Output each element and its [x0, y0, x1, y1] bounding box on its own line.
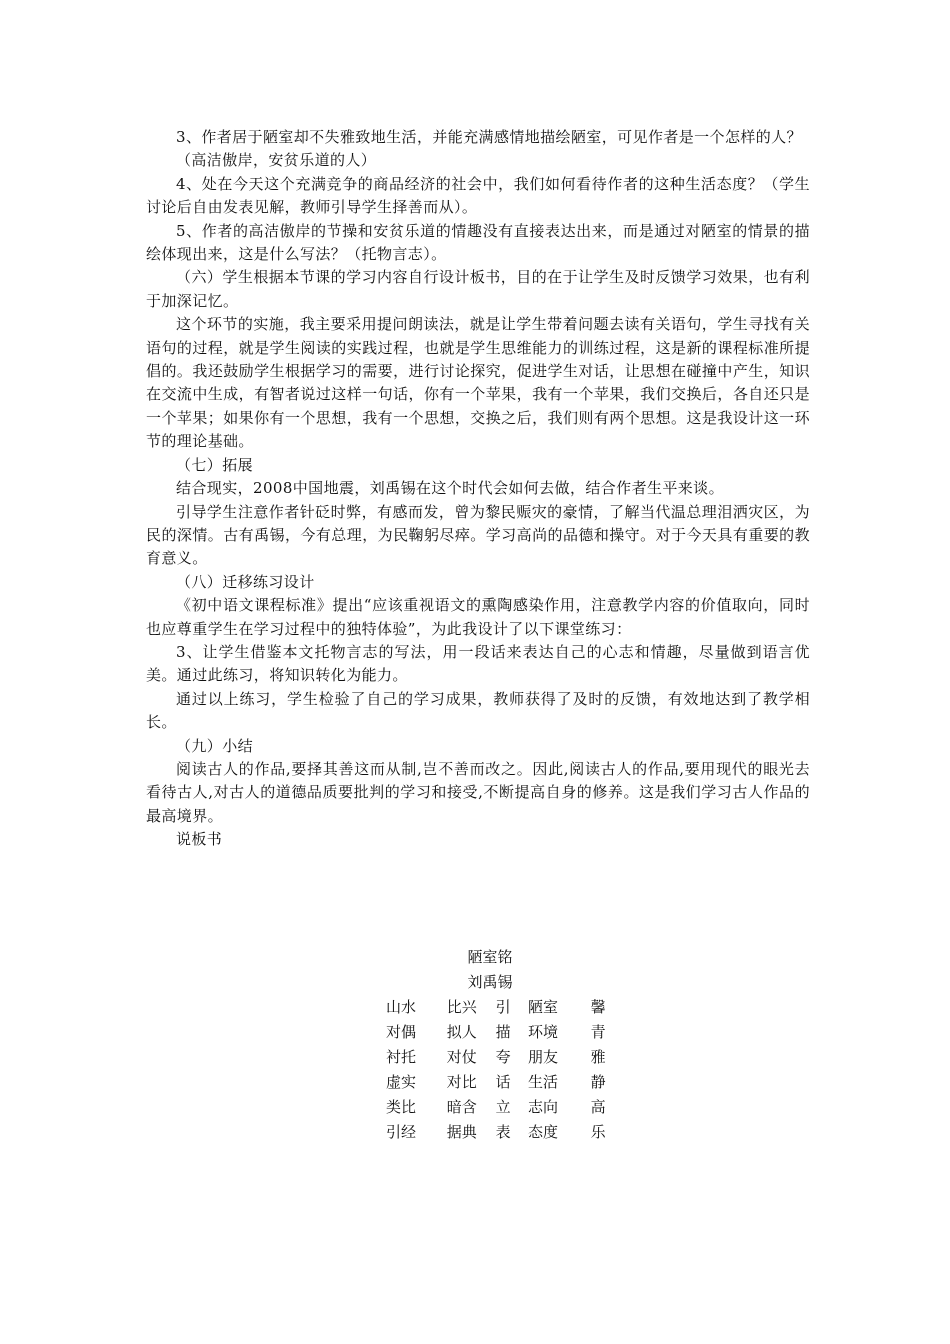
heading-section-7: （七）拓展 [176, 455, 254, 474]
board-cell: 对仗 [446, 1048, 477, 1066]
paragraph-q4: 4、处在今天这个充满竞争的商品经济的社会中，我们如何看待作者的这种生活态度？（学生讨论后自由发表见解，教师引导学生择善而从）。 [146, 174, 810, 217]
board-rows [380, 995, 620, 1145]
paragraph-q5: 5、作者的高洁傲岸的节操和安贫乐道的情趣没有直接表达出来，而是通过对陋室的情景的描绘体现出来，这是什么写法？（托物言志）。 [146, 221, 810, 264]
board-cell: 志向 [527, 1098, 558, 1116]
document-body [146, 126, 810, 852]
board-cell: 类比 [386, 1098, 417, 1116]
board-cell: 青 [590, 1023, 606, 1041]
board-cell: 表 [495, 1123, 511, 1141]
board-cell: 态度 [527, 1123, 558, 1141]
board-cell: 比兴 [446, 998, 477, 1016]
board-cell: 描 [495, 1023, 511, 1041]
board-cell: 据典 [446, 1123, 477, 1141]
paragraph-answer-3: （高洁傲岸，安贫乐道的人） [176, 151, 377, 170]
board-cell: 衬托 [386, 1048, 417, 1066]
board-cell: 暗含 [446, 1098, 477, 1116]
board-title: 陋室铭 [467, 948, 513, 966]
board-row [380, 1070, 620, 1095]
board-cell: 话 [495, 1073, 511, 1091]
board-cell: 生活 [527, 1073, 558, 1091]
board-cell: 高 [590, 1098, 606, 1116]
board-row [380, 1095, 620, 1120]
board-cell: 乐 [590, 1123, 606, 1141]
paragraph-conclusion: 阅读古人的作品,要择其善这而从制,岂不善而改之。因此,阅读古人的作品,要用现代的眼光去看待古人,对古人的道德品质要批判的学习和接受,不断提高自身的修养。这是我们学习古人作品的最高境界。 [146, 759, 810, 825]
board-cell: 山水 [386, 998, 417, 1016]
board-row [380, 1120, 620, 1145]
heading-section-8: （八）迁移练习设计 [176, 572, 315, 591]
board-cell: 静 [590, 1073, 606, 1091]
board-cell: 虚实 [386, 1073, 417, 1091]
paragraph-guide: 引导学生注意作者针砭时弊，有感而发，曾为黎民赈灾的豪情，了解当代温总理泪洒灾区，为民的深情。古有禹锡，今有总理，为民鞠躬尽瘁。学习高尚的品德和操守。对于今天具有重要的教育意义。 [146, 502, 810, 568]
paragraph-exercise-3: 3、让学生借鉴本文托物言志的写法，用一段话来表达自己的心志和情趣，尽量做到语言优美。通过此练习，将知识转化为能力。 [146, 642, 810, 685]
board-cell: 对比 [446, 1073, 477, 1091]
board-row [380, 995, 620, 1020]
board-cell: 陋室 [527, 998, 558, 1016]
board-cell: 环境 [527, 1023, 558, 1041]
board-cell: 拟人 [446, 1023, 477, 1041]
paragraph-reality: 结合现实，2008中国地震，刘禹锡在这个时代会如何去做，结合作者生平来谈。 [176, 479, 724, 498]
board-cell: 夸 [495, 1048, 511, 1066]
board-cell: 立 [495, 1098, 511, 1116]
paragraph-section-6: （六）学生根据本节课的学习内容自行设计板书，目的在于让学生及时反馈学习效果，也有利于加深记忆。 [146, 268, 810, 310]
paragraph-q3: 3、作者居于陋室却不失雅致地生活，并能充满感情地描绘陋室，可见作者是一个怎样的人？ [176, 128, 802, 146]
paragraph-standard: 《初中语文课程标准》提出“应该重视语文的熏陶感染作用，注意教学内容的价值取向，同时也应尊重学生在学习过程中的独特体验”，为此我设计了以下课堂练习： [146, 596, 810, 638]
board-cell: 雅 [590, 1048, 606, 1066]
heading-section-9: （九）小结 [176, 736, 254, 755]
board-cell: 引经 [386, 1123, 417, 1141]
board-cell: 对偶 [386, 1023, 417, 1041]
paragraph-exercise-summary: 通过以上练习，学生检验了自己的学习成果，教师获得了及时的反馈，有效地达到了教学相长。 [146, 689, 810, 732]
board-cell: 引 [495, 998, 511, 1016]
blackboard-design [380, 945, 620, 1145]
board-cell: 馨 [590, 998, 606, 1016]
paragraph-method: 这个环节的实施，我主要采用提问朗读法，就是让学生带着问题去读有关语句，学生寻找有关语句的过程，就是学生阅读的实践过程，也就是学生思维能力的训练过程，这是新的课程标准所提倡的。我还鼓励学生根据学习的需要，进行讨论探究，促进学生对话，让思想在碰撞中产生，知识在交流中生成，有智者说过这样一句话，你有一个苹果，我有一个苹果，我们交换后，各自还只是一个苹果；如果你有一个思想，我有一个思想，交换之后，我们则有两个思想。这是我设计这一环节的理论基础。 [146, 315, 810, 451]
board-row [380, 1020, 620, 1045]
board-author: 刘禹锡 [467, 973, 513, 991]
heading-board-design: 说板书 [176, 830, 223, 849]
board-cell: 朋友 [527, 1048, 558, 1066]
board-row [380, 1045, 620, 1070]
